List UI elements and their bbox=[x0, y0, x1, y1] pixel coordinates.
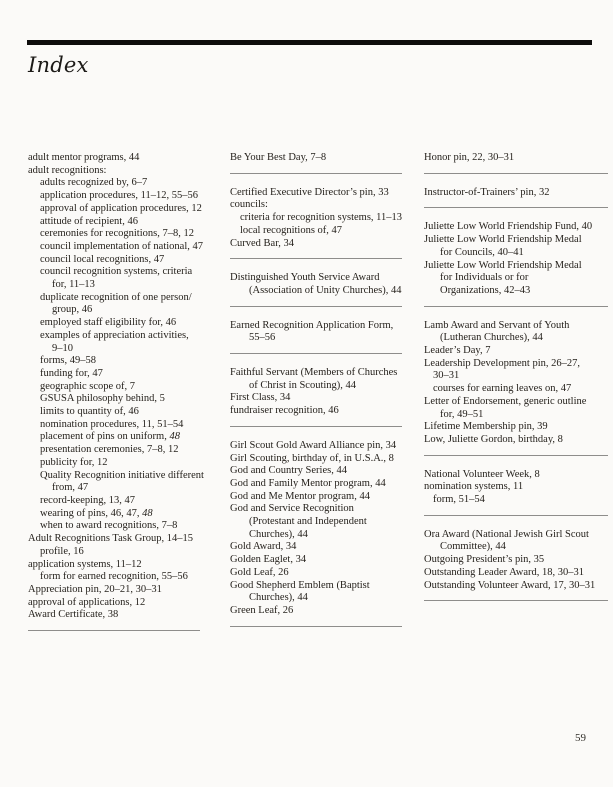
index-entry: adult mentor programs, 44 bbox=[28, 152, 140, 163]
section-divider-rule bbox=[230, 353, 402, 354]
index-entry: Leader’s Day, 7 bbox=[424, 345, 491, 357]
index-entry: placement of pins on uniform, 48 bbox=[40, 431, 180, 443]
index-entry: duplicate recognition of one person/ bbox=[40, 291, 192, 303]
index-entry: form, 51–54 bbox=[433, 494, 485, 506]
section-divider-rule bbox=[424, 515, 608, 516]
index-entry: profile, 16 bbox=[40, 545, 84, 557]
index-entry: criteria for recognition systems, 11–13 bbox=[240, 212, 403, 224]
index-entry: council local recognitions, 47 bbox=[40, 253, 165, 265]
index-entry: Quality Recognition initiative different bbox=[40, 469, 204, 481]
index-entry: Earned Recognition Application Form, bbox=[230, 319, 394, 331]
index-entry: courses for earning leaves on, 47 bbox=[433, 383, 572, 395]
index-entry: geographic scope of, 7 bbox=[40, 380, 136, 392]
section-divider-rule bbox=[28, 630, 200, 631]
index-entry: ceremonies for recognitions, 7–8, 12 bbox=[40, 228, 194, 240]
index-entry: Good Shepherd Emblem (Baptist bbox=[230, 579, 370, 591]
index-entry: fundraiser recognition, 46 bbox=[230, 405, 339, 417]
index-column-1 bbox=[28, 152, 230, 644]
index-column-3 bbox=[424, 152, 611, 614]
index-entry: attitude of recipient, 46 bbox=[40, 215, 138, 227]
index-entry: Girl Scouting, birthday of, in U.S.A., 8 bbox=[230, 452, 394, 464]
index-entry: Outstanding Leader Award, 18, 30–31 bbox=[424, 566, 585, 578]
index-entry: God and Country Series, 44 bbox=[230, 465, 347, 477]
index-entry: (Lutheran Churches), 44 bbox=[440, 332, 543, 344]
index-entry: Faithful Servant (Members of Churches bbox=[230, 367, 398, 379]
heading-rule bbox=[27, 40, 592, 45]
index-column-2 bbox=[230, 152, 411, 640]
index-entry: First Class, 34 bbox=[230, 392, 291, 404]
page-number: 59 bbox=[575, 732, 586, 744]
index-entry: God and Family Mentor program, 44 bbox=[230, 477, 386, 489]
index-entry: Outstanding Volunteer Award, 17, 30–31 bbox=[424, 579, 596, 591]
index-entry: Award Certificate, 38 bbox=[28, 609, 119, 621]
section-divider-rule bbox=[230, 306, 402, 307]
index-entry: approval of application procedures, 12 bbox=[40, 202, 202, 214]
index-entry: adults recognized by, 6–7 bbox=[40, 177, 148, 189]
section-divider-rule bbox=[424, 455, 608, 456]
section-divider-rule bbox=[424, 207, 608, 208]
index-entry: Churches), 44 bbox=[249, 528, 308, 540]
index-entry: publicity for, 12 bbox=[40, 456, 108, 468]
index-entry: when to award recognitions, 7–8 bbox=[40, 520, 178, 532]
index-entry: Low, Juliette Gordon, birthday, 8 bbox=[424, 433, 563, 445]
index-entry: Certified Executive Director’s pin, 33 bbox=[230, 186, 389, 198]
index-entry: for, 11–13 bbox=[52, 279, 95, 291]
index-entry: group, 46 bbox=[52, 304, 93, 316]
index-entry: council recognition systems, criteria bbox=[40, 266, 193, 278]
index-entry: forms, 49–58 bbox=[40, 355, 96, 367]
index-entry: Golden Eaglet, 34 bbox=[230, 554, 307, 566]
index-entry: approval of applications, 12 bbox=[28, 596, 146, 608]
index-entry: councils: bbox=[230, 199, 268, 211]
index-entry: Girl Scout Gold Award Alliance pin, 34 bbox=[230, 439, 397, 451]
index-entry: council implementation of national, 47 bbox=[40, 240, 204, 252]
index-entry: form for earned recognition, 55–56 bbox=[40, 571, 188, 583]
index-entry: application procedures, 11–12, 55–56 bbox=[40, 190, 198, 202]
index-entry: Lamb Award and Servant of Youth bbox=[424, 319, 570, 331]
index-entry: Distinguished Youth Service Award bbox=[230, 272, 380, 284]
index-entry: Curved Bar, 34 bbox=[230, 237, 295, 249]
index-entry: for, 49–51 bbox=[440, 408, 484, 420]
index-entry: Be Your Best Day, 7–8 bbox=[230, 152, 327, 163]
index-entry: funding for, 47 bbox=[40, 367, 103, 379]
index-entry: Juliette Low World Friendship Medal bbox=[424, 234, 582, 246]
index-entry: adult recognitions: bbox=[28, 164, 107, 176]
index-entry: Organizations, 42–43 bbox=[440, 284, 531, 296]
index-entry: Committee), 44 bbox=[440, 541, 506, 553]
index-entry: Gold Leaf, 26 bbox=[230, 566, 289, 578]
index-entry: Honor pin, 22, 30–31 bbox=[424, 152, 515, 163]
index-entry: record-keeping, 13, 47 bbox=[40, 494, 136, 506]
index-entry: application systems, 11–12 bbox=[28, 558, 142, 570]
index-entry: National Volunteer Week, 8 bbox=[424, 468, 540, 480]
page-title: Index bbox=[28, 53, 89, 77]
index-entry: for Councils, 40–41 bbox=[440, 246, 524, 258]
index-entry: for Individuals or for bbox=[440, 272, 529, 284]
index-entry: GSUSA philosophy behind, 5 bbox=[40, 393, 165, 405]
index-entry: presentation ceremonies, 7–8, 12 bbox=[40, 444, 179, 456]
index-entry: God and Me Mentor program, 44 bbox=[230, 490, 370, 502]
section-divider-rule bbox=[230, 173, 402, 174]
index-entry: examples of appreciation activities, bbox=[40, 329, 189, 341]
section-divider-rule bbox=[230, 426, 402, 427]
index-entry: Adult Recognitions Task Group, 14–15 bbox=[28, 533, 194, 545]
index-entry: nomination procedures, 11, 51–54 bbox=[40, 418, 184, 430]
index-entry: 9–10 bbox=[52, 342, 73, 354]
index-entry: Ora Award (National Jewish Girl Scout bbox=[424, 528, 589, 540]
index-entry: limits to quantity of, 46 bbox=[40, 406, 139, 418]
section-divider-rule bbox=[230, 626, 402, 627]
index-entry: Churches), 44 bbox=[249, 592, 308, 604]
section-divider-rule bbox=[230, 258, 402, 259]
index-entry: Gold Award, 34 bbox=[230, 541, 297, 553]
index-entry: employed staff eligibility for, 46 bbox=[40, 317, 177, 329]
index-entry: Juliette Low World Friendship Medal bbox=[424, 259, 582, 271]
index-entry: Outgoing President’s pin, 35 bbox=[424, 554, 545, 566]
index-entry: wearing of pins, 46, 47, 48 bbox=[40, 507, 153, 519]
index-entry: God and Service Recognition bbox=[230, 503, 354, 515]
index-entry: from, 47 bbox=[52, 482, 89, 494]
section-divider-rule bbox=[424, 600, 608, 601]
index-entry: of Christ in Scouting), 44 bbox=[249, 379, 357, 391]
index-entry: 30–31 bbox=[433, 370, 460, 382]
index-entry: Letter of Endorsement, generic outline bbox=[424, 395, 587, 407]
index-entry: Instructor-of-Trainers’ pin, 32 bbox=[424, 186, 550, 198]
section-divider-rule bbox=[424, 306, 608, 307]
index-entry: Lifetime Membership pin, 39 bbox=[424, 421, 548, 433]
index-entry: Green Leaf, 26 bbox=[230, 604, 294, 616]
index-entry: Leadership Development pin, 26–27, bbox=[424, 357, 581, 369]
index-entry: nomination systems, 11 bbox=[424, 481, 524, 493]
index-entry: local recognitions of, 47 bbox=[240, 224, 343, 236]
index-entry: Appreciation pin, 20–21, 30–31 bbox=[28, 583, 162, 595]
index-entry: (Association of Unity Churches), 44 bbox=[249, 284, 402, 296]
section-divider-rule bbox=[424, 173, 608, 174]
index-entry: Juliette Low World Friendship Fund, 40 bbox=[424, 221, 593, 233]
index-entry: (Protestant and Independent bbox=[249, 516, 367, 528]
index-entry: 55–56 bbox=[249, 332, 276, 344]
